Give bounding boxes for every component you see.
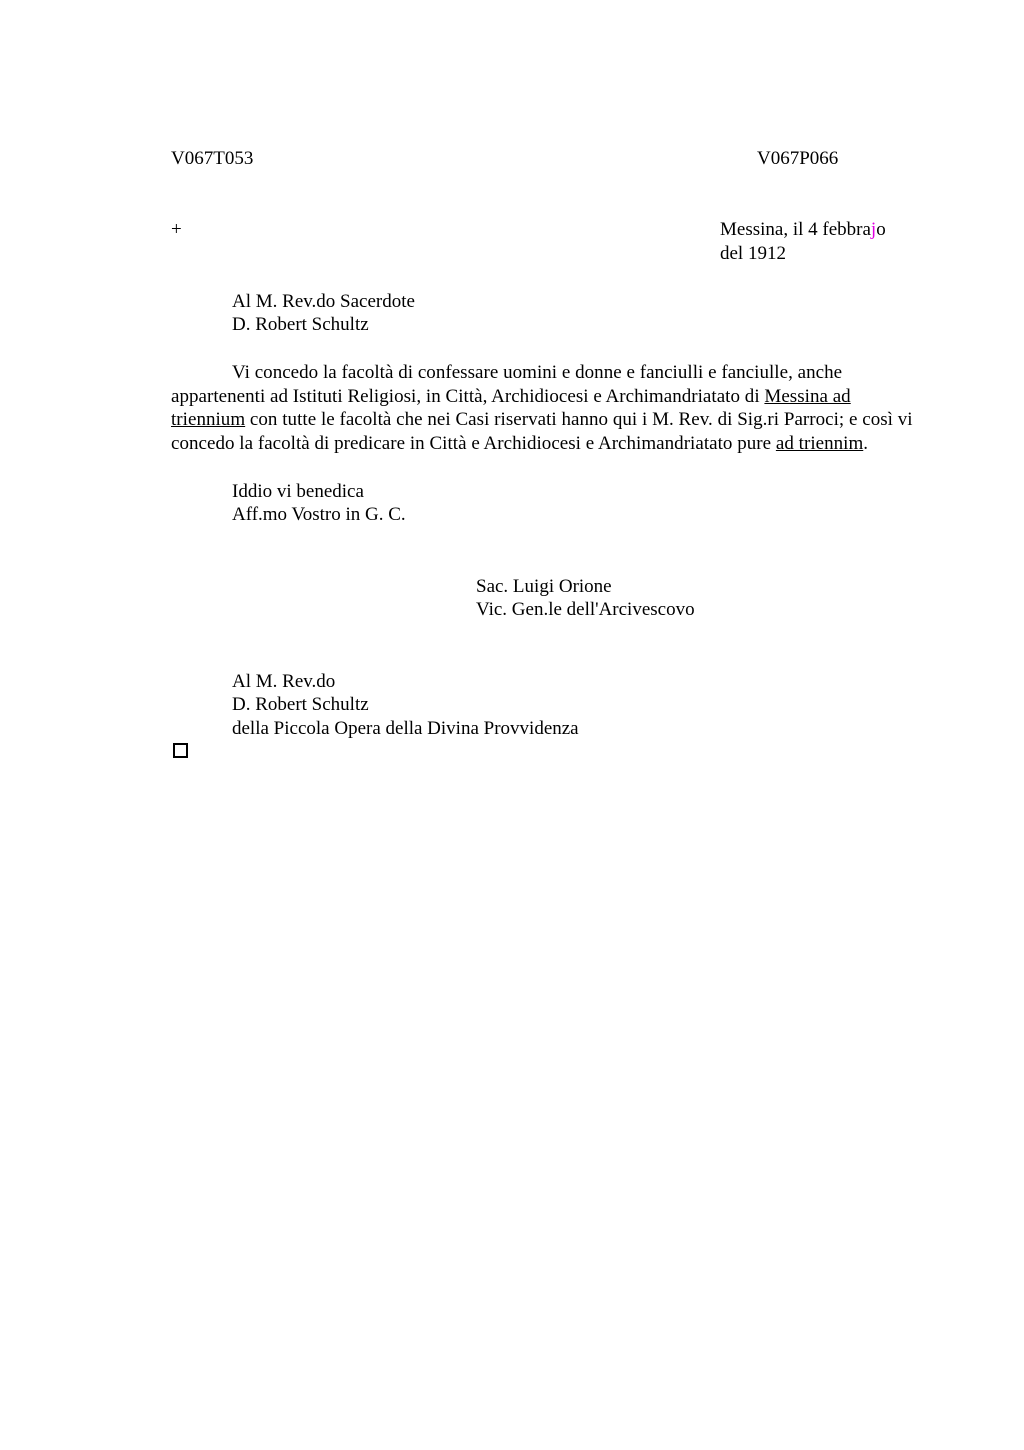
- square-bullet-icon: [173, 743, 188, 758]
- body-text-1: Vi concedo la facoltà di confessare uomini e donne e fanciulli e fanciulle, anche appartenenti ad Istituti Religiosi, in Città, Archidiocesi e Archimandriatato di: [171, 362, 843, 407]
- dateline-text-end: o: [876, 219, 886, 240]
- addressee-bottom-line1: Al M. Rev.do: [232, 671, 336, 692]
- addressee-bottom-line2: D. Robert Schultz: [232, 694, 369, 715]
- body-text-2: con tutte le facoltà che nei Casi riservati hanno qui i M. Rev. di Sig.ri Parroci; e così vi concedo la facoltà di predicare in Città e Archidiocesi e Archimandriatato pure: [171, 409, 913, 454]
- addressee-top-line2: D. Robert Schultz: [232, 314, 369, 335]
- closing-regards: Aff.mo Vostro in G. C.: [232, 504, 406, 525]
- body-underlined-1: Messina ad triennium: [171, 385, 851, 430]
- addressee-top-line1: Al M. Rev.do Sacerdote: [232, 291, 415, 312]
- closing-blessing: Iddio vi benedica: [232, 481, 364, 502]
- signature-name: Sac. Luigi Orione: [476, 576, 612, 597]
- document-code-left: V067T053: [171, 148, 254, 169]
- dateline: [720, 218, 886, 242]
- document-code-right: V067P066: [757, 148, 839, 169]
- signature-title: Vic. Gen.le dell'Arcivescovo: [476, 599, 695, 620]
- body-text-3: .: [863, 432, 869, 454]
- addressee-bottom-line3: della Piccola Opera della Divina Provvidenza: [232, 718, 579, 739]
- dateline-highlight: j: [870, 219, 877, 240]
- dateline-year: del 1912: [720, 243, 786, 264]
- body-underlined-2: ad triennim: [775, 432, 864, 454]
- cross-mark: +: [171, 219, 182, 240]
- dateline-text: Messina, il 4 febbra: [720, 219, 871, 240]
- body-paragraph: [171, 361, 919, 455]
